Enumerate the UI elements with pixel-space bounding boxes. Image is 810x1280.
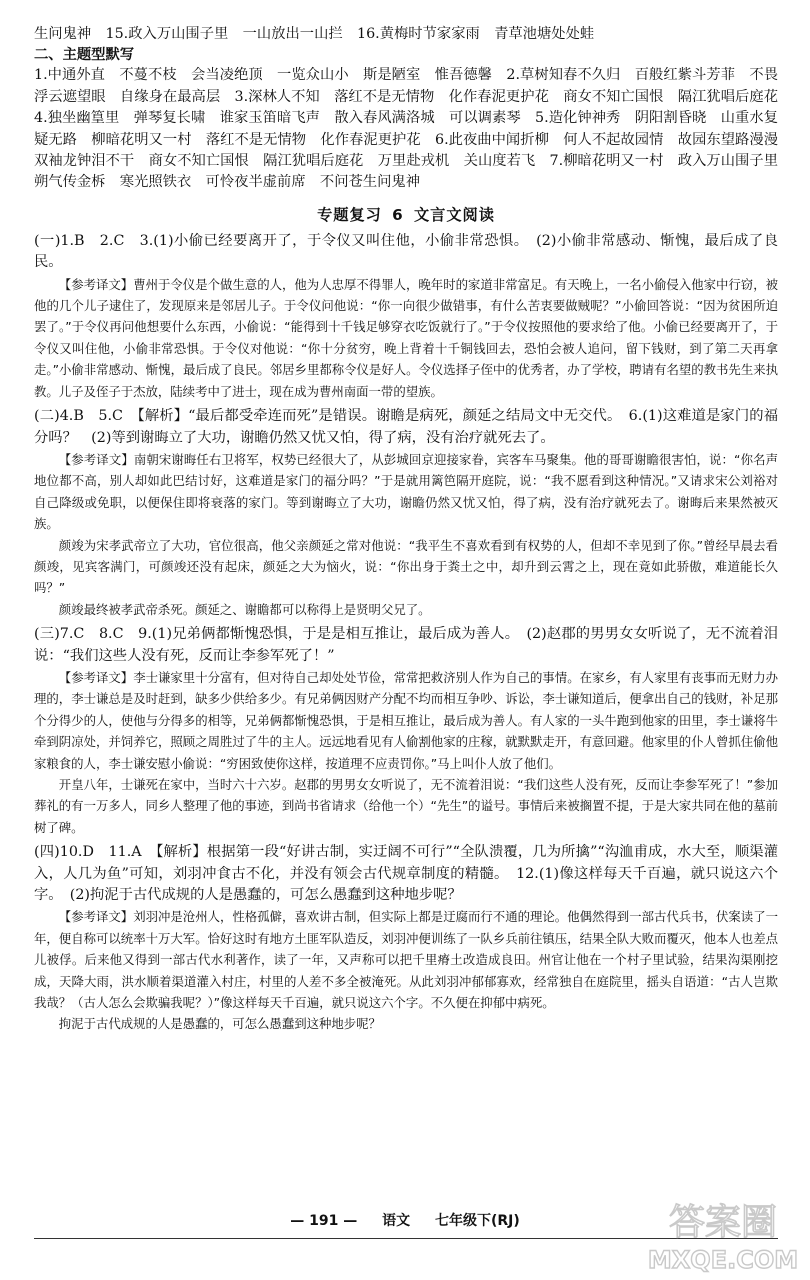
poem-answer-block: 1.中通外直 不蔓不枝 会当凌绝顶 一览众山小 斯是陋室 惟吾德馨 2.草树知春不久归 百般红紫斗芳菲 不畏浮云遮望眼 自缘身在最高层 3.深林人不知 落红不是无情物 化作春泥更护花 商女不知亡国恨 隔江犹唱后庭花 4.独坐幽篁里 弹琴复长啸 谁家玉笛暗飞声 散入春风满洛城 可以调素琴 5.造化钟神秀 阴阳割昏晓 山重水复疑无路 柳暗花明又一村 落红不是无情物 化作春泥更护花 6.此夜曲中闻折柳 何人不起故园情 故园东望路漫漫 双袖龙钟泪不干 商女不知亡国恨 隔江犹唱后庭花 万里赴戎机 关山度若飞 7.柳暗花明又一村 政入万山围子里 朔气传金柝 寒光照铁衣 可怜夜半虚前席 不问苍生问鬼神 (34, 67, 793, 191)
translation-2b: 颜竣为宋孝武帝立了大功，官位很高，他父亲颜延之常对他说：“我平生不喜欢看到有权势的人，但却不幸见到了你。”曾经早晨去看颜竣，见宾客满门，可颜竣还没有起床，颜延之大为恼火，说：“你出身于粪土之中，却升到云霄之上，现在竟如此骄傲，难道能长久吗？” (34, 537, 778, 596)
translation-3a: 【参考译文】李士谦家里十分富有，但对待自己却处处节俭，常常把救济别人作为自己的事情。在家乡，有人家里有丧事而无财力办理的，李士谦总是及时赶到，缺多少供给多少。有兄弟俩因财产分配不均而相互争吵、诉讼，李士谦知道后，便拿出自己的钱财，补足那个分得少的人，使他与分得多的相等，兄弟俩都惭愧恐惧，于是相互推让，最后成为善人。有人家的一头牛跑到他家的田里，李士谦将牛牵到阴凉处，并饲养它，照顾之周胜过了牛的主人。远远地看见有人偷割他家的庄稼，就默默走开，有意回避。他家里的仆人曾抓住偷他家粮食的人，李士谦安慰小偷说：“穷困致使你这样，按道理不应责罚你。”马上叫仆人放了他们。 (34, 669, 778, 771)
topic-name: 文言文阅读 (413, 205, 495, 224)
watermark-logo (648, 1190, 798, 1276)
topic-title (34, 204, 778, 225)
subject-label: 语文 (382, 1213, 411, 1229)
translation-4b: 拘泥于古代成规的人是愚蠢的，可怎么愚蠢到这种地步呢？ (58, 1016, 381, 1032)
translation-1: 【参考译文】曹州于令仪是个做生意的人，他为人忠厚不得罪人，晚年时的家道非常富足。有天晚上，一名小偷侵入他家中行窃，被他的几个儿子逮住了，发现原来是邻居儿子。于令仪问他说：“你一向很少做错事，有什么苦衷要做贼呢？”小偷回答说：“因为贫困所迫罢了。”于令仪再问他想要什么东西，小偷说：“能得到十千钱足够穿衣吃饭就行了。”于令仪按照他的要求给了他。小偷已经要离开了，于令仪又叫住他，小偷非常恐惧。于令仪对他说：“你十分贫穷，晚上背着十千铜钱回去，恐怕会被人追问，留下钱财，到了第二天再拿走。”小偷非常感动、惭愧，最后成了良民。邻居乡里都称令仪是好人。令仪选择子侄中的优秀者，办了学校，聘请有名望的教书先生来执教。儿子及侄子于杰放，陆续考中了进士，现在成为曹州南面一带的望族。 (34, 276, 778, 399)
topic-number: 6 (392, 205, 404, 224)
grade-label: 七年级下(RJ) (434, 1213, 520, 1229)
answer-group-2: (二)4.B 5.C 【解析】“最后都受牵连而死”是错误。谢瞻是病死，颜延之结局文中无交代。 6.(1)这难道是家门的福分吗？ (2)等到谢晦立了大功，谢瞻仍然又忧又怕，得了病，没有治疗就死去了。 (34, 408, 778, 446)
translation-2c: 颜竣最终被孝武帝杀死。颜延之、谢瞻都可以称得上是贤明父兄了。 (58, 601, 431, 617)
translation-4a: 【参考译文】刘羽冲是沧州人，性格孤僻，喜欢讲古制，但实际上都是迂腐而行不通的理论。他偶然得到一部古代兵书，伏案读了一年，便自称可以统率十万大军。恰好这时有地方土匪军队造反，刘羽冲便训练了一队乡兵前往镇压，结果全队大败而覆灭，他本人也差点儿被俘。后来他又得到一部古代水利著作，读了一年，又声称可以把千里瘠土改造成良田。州官让他在一个村子里试验，结果沟渠刚挖成，天降大雨，洪水顺着渠道灌入村庄，村里的人差不多全被淹死。从此刘羽冲郁郁寡欢，经常独自在庭院里，摇头自语道：“古人岂欺我哉？（古人怎么会欺骗我呢？）”像这样每天千百遍，就只说这六个字。不久便在抑郁中病死。 (34, 909, 778, 1011)
translation-3b: 开皇八年，士谦死在家中，当时六十六岁。赵郡的男男女女听说了，无不流着泪说：“我们这些人没有死，反而让李参军死了！”参加葬礼的有一万多人，同乡人整理了他的事迹，到尚书省请求（给他一个）“先生”的谥号。事情后来被搁置不提，于是大家共同在他的墓前树了碑。 (34, 777, 778, 835)
answer-group-3: (三)7.C 8.C 9.(1)兄弟俩都惭愧恐惧，于是是相互推让，最后成为善人。 (2)赵郡的男男女女听说了，无不流着泪说：“我们这些人没有死，反而让李参军死了！” (34, 626, 778, 664)
poem-answer-line: 生问鬼神 15.政入万山围子里 一山放出一山拦 16.黄梅时节家家雨 青草池塘处处蛙 (34, 26, 595, 42)
topic-prefix: 专题复习 (317, 205, 382, 224)
translation-2a: 【参考译文】南朝宋谢晦任右卫将军，权势已经很大了，从彭城回京迎接家眷，宾客车马聚集。他的哥哥谢瞻很害怕，说：“你名声地位都不高，别人却如此巴结讨好，这难道是家门的福分吗？”于是就用篱笆隔开庭院，说：“我不愿看到这种情况。”又请求宋公刘裕对自己降级或免职，以便保住即将衰落的家门。等到谢晦立了大功，谢瞻仍然又忧又怕，得了病，没有治疗就死去了。谢晦后来果然被灭族。 (34, 451, 778, 532)
section-heading: 二、主题型默写 (34, 47, 135, 64)
page-number: — 191 — (290, 1213, 358, 1229)
answer-group-4: (四)10.D 11.A 【解析】根据第一段“好讲古制，实迂阔不可行”“全队溃覆，几为所擒”“沟洫甫成，水大至，顺渠灌入，人几为鱼”可知，刘羽冲食古不化，并没有领会古代规章制度的精髓。 12.(1)像这样每天千百遍，就只说这六个字。 (2)拘泥于古代成规的人是愚蠢的，可怎么愚蠢到这种地步呢？ (34, 844, 778, 904)
watermark-text-top: 答案圈 (668, 1202, 778, 1243)
answer-group-1: (一)1.B 2.C 3.(1)小偷已经要离开了，于令仪又叫住他，小偷非常恐惧。 (2)小偷非常感动、惭愧，最后成了良民。 (34, 232, 778, 271)
watermark-text-bottom: MXQE.COM (648, 1246, 798, 1274)
answer-page (34, 24, 793, 1035)
